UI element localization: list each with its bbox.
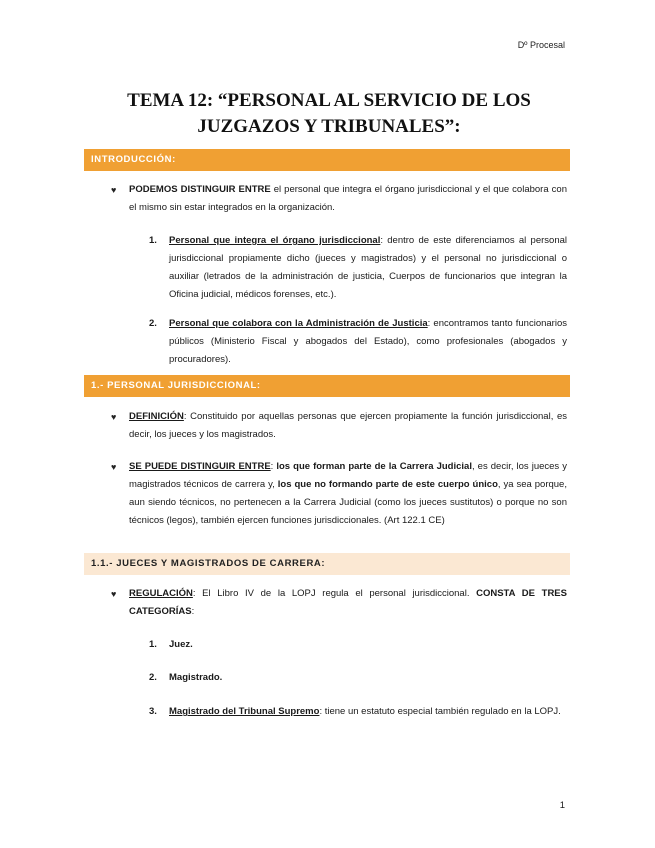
list-item-magistrado <box>149 669 567 687</box>
heart-bullet-icon: ♥ <box>111 185 117 195</box>
list-item-bold-text: Magistrado del Tribunal Supremo <box>169 706 320 717</box>
list-item-juez <box>149 636 567 654</box>
list-item-personal-integra <box>149 232 567 304</box>
list-item-body-text: : encontramos tanto funcionarios públicos (Ministerio Fiscal y abogados del Estado), como profesionales (abogados y procuradores). <box>169 318 567 365</box>
list-item-bold-text: Personal que colabora con la Administración de Justicia <box>169 318 428 329</box>
bullet-bold-text: DEFINICIÓN <box>129 411 184 422</box>
bullet-body-text: , ya sea porque, aun siendo técnicos, no pertenecen a la Carrera Judicial (como los jueces sustitutos) o porque no son técnicos (legos), también ejercen funciones jurisdiccionales. (Art 122.1 CE) <box>129 479 567 526</box>
bullet-text <box>129 181 567 217</box>
bullet-text <box>129 458 567 530</box>
bullet-bold-text: CONSTA DE TRES CATEGORÍAS <box>129 588 567 617</box>
bullet-regulacion <box>111 585 567 621</box>
list-item-body-text: : dentro de este diferenciamos al personal jurisdiccional propiamente dicho (jueces y magistrados) y el personal no jurisdiccional o auxiliar (letrados de la administración de justicia, Cuerpos de funcionarios que integran la Oficina judicial, médicos forenses, etc.). <box>169 235 567 300</box>
list-number: 2. <box>149 672 157 683</box>
list-item-text <box>169 232 567 304</box>
title-line-1: TEMA 12: “PERSONAL AL SERVICIO DE LOS <box>127 90 531 111</box>
list-item-text <box>169 669 567 687</box>
list-item-body-text: : tiene un estatuto especial también regulado en la LOPJ. <box>319 706 561 717</box>
bullet-bold-text: los que forman parte de la Carrera Judicial <box>276 461 472 472</box>
bullet-bold-text: REGULACIÓN <box>129 588 193 599</box>
bullet-bold-text: los que no formando parte de este cuerpo único <box>277 479 498 490</box>
bullet-bold-text: SE PUEDE DISTINGUIR ENTRE <box>129 461 271 472</box>
page-title <box>88 88 570 140</box>
bullet-text <box>129 408 567 444</box>
bullet-body-text: : <box>191 606 195 617</box>
bullet-podemos-distinguir <box>111 181 567 217</box>
bullet-se-puede-distinguir <box>111 458 567 530</box>
bullet-body-text: el personal que integra el órgano jurisdiccional y el que colabora con el mismo sin estar integrados en la organización. <box>129 184 567 213</box>
list-item-bold-text: Magistrado. <box>169 672 223 683</box>
heart-bullet-icon: ♥ <box>111 412 117 422</box>
bullet-bold-text: PODEMOS DISTINGUIR ENTRE <box>129 184 271 195</box>
section-header-jueces-magistrados: 1.1.- JUECES Y MAGISTRADOS DE CARRERA: <box>84 553 570 575</box>
list-item-bold-text: Juez. <box>169 639 193 650</box>
list-item-text <box>169 315 567 369</box>
list-number: 1. <box>149 639 157 650</box>
section-header-introduccion: INTRODUCCIÓN: <box>84 149 570 171</box>
list-item-magistrado-ts <box>149 703 567 721</box>
list-number: 1. <box>149 235 157 246</box>
list-item-personal-colabora <box>149 315 567 369</box>
list-number: 3. <box>149 706 157 717</box>
list-item-bold-text: Personal que integra el órgano jurisdiccional <box>169 235 381 246</box>
heart-bullet-icon: ♥ <box>111 589 117 599</box>
title-line-2: JUZGAZOS Y TRIBUNALES”: <box>197 116 461 137</box>
section-header-personal-jurisdiccional: 1.- PERSONAL JURISDICCIONAL: <box>84 375 570 397</box>
bullet-body-text: , es decir, los jueces y magistrados técnicos de carrera y, <box>129 461 567 490</box>
list-number: 2. <box>149 318 157 329</box>
bullet-body-text: : Constituido por aquellas personas que ejercen propiamente la función jurisdiccional, es decir, los jueces y los magistrados. <box>129 411 567 440</box>
page-number: 1 <box>559 800 565 811</box>
heart-bullet-icon: ♥ <box>111 462 117 472</box>
list-item-text <box>169 636 567 654</box>
bullet-definicion <box>111 408 567 444</box>
bullet-text <box>129 585 567 621</box>
bullet-body-text: : El Libro IV de la LOPJ regula el personal jurisdiccional. <box>192 588 477 599</box>
list-item-text <box>169 703 567 721</box>
document-subject: Dº Procesal <box>517 40 565 50</box>
bullet-body-text: : <box>270 461 277 472</box>
